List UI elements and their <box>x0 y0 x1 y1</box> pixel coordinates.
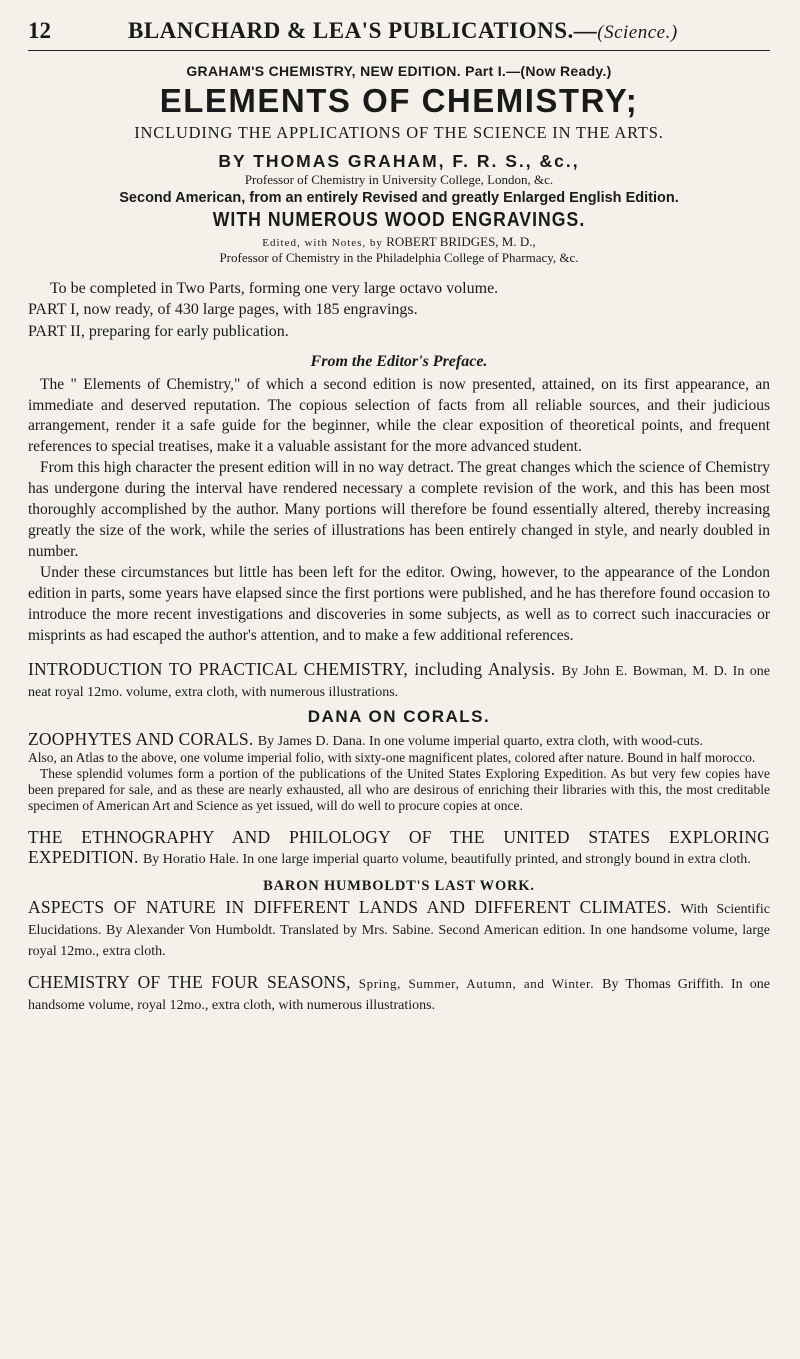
dana-listing <box>28 729 770 750</box>
humboldt-title: ASPECTS OF NATURE IN DIFFERENT LANDS AND DIFFERENT CLIMATES. <box>28 896 672 917</box>
parts-intro: To be completed in Two Parts, forming one very large octavo volume. <box>50 279 499 297</box>
running-title <box>128 18 678 44</box>
part-two: PART II, preparing for early publication. <box>28 322 289 340</box>
humboldt-section-heading: BARON HUMBOLDT'S LAST WORK. <box>263 877 535 894</box>
preface-paragraph-3: Under these circumstances but little has been left for the editor. Owing, however, to the appearance of the London edition in parts, some years have elapsed since the first portions were published, and he has therefore found occasion to introduce the more recent investigations and discoveries in some subjects, as well as to correct such inaccuracies or misprints as had escaped the author's attention, and to make a few additional references. <box>28 563 770 644</box>
graham-series-line: GRAHAM'S CHEMISTRY, NEW EDITION. Part I.—(Now Ready.) <box>186 63 612 79</box>
griffith-title: CHEMISTRY OF THE FOUR SEASONS, <box>28 972 351 993</box>
ethnography-details: By Horatio Hale. In one large imperial quarto volume, beautifully printed, and strongly bound in extra cloth. <box>142 851 751 867</box>
running-header <box>28 18 770 51</box>
dana-note: These splendid volumes form a portion of the publications of the United States Exploring Expedition. As but very few copies have been prepared for sale, and as these are nearly exhausted, all who are desirous of enriching their libraries with this, the most creditable specimen of American Art and Science as yet issued, will do well to procure copies at once. <box>28 766 770 814</box>
graham-author-position: Professor of Chemistry in University College, London, &c. <box>244 172 554 188</box>
griffith-seasons: Spring, Summer, Autumn, and Winter. <box>358 976 595 992</box>
bowman-title: INTRODUCTION TO PRACTICAL CHEMISTRY, including Analysis. <box>28 658 556 679</box>
preface-paragraph-2: From this high character the present edition will in no way detract. The great changes which the science of Chemistry has undergone during the interval have rendered necessary a complete revision of the work, and this has been most thoroughly accomplished by the author. Many portions will therefore be found essentially altered, thereby increasing greatly the size of the work, while the series of illustrations has been entirely changed in style, and nearly doubled in number. <box>28 459 770 560</box>
graham-edition: Second American, from an entirely Revised and greatly Enlarged English Edition. <box>119 189 679 206</box>
humboldt-listing <box>28 897 770 960</box>
editor-name: ROBERT BRIDGES, M. D., <box>386 233 536 249</box>
graham-editor-position: Professor of Chemistry in the Philadelphia College of Pharmacy, &c. <box>219 249 579 265</box>
ethnography-listing <box>28 827 770 868</box>
bowman-details: By John E. Bowman, M. D. In one neat royal 12mo. volume, extra cloth, with numerous illustrations. <box>28 663 770 700</box>
griffith-details: By Thomas Griffith. In one handsome volume, royal 12mo., extra cloth, with numerous illustrations. <box>28 977 771 1014</box>
graham-engravings: WITH NUMEROUS WOOD ENGRAVINGS. <box>212 208 586 231</box>
graham-parts <box>28 278 770 343</box>
humboldt-details: With Scientific Elucidations. By Alexander Von Humboldt. Translated by Mrs. Sabine. Second American edition. In one handsome volume, large royal 12mo., extra cloth. <box>28 901 770 959</box>
part-one: PART I, now ready, of 430 large pages, with 185 engravings. <box>28 301 418 319</box>
graham-subtitle: INCLUDING THE APPLICATIONS OF THE SCIENCE IN THE ARTS. <box>134 123 664 143</box>
graham-author: BY THOMAS GRAHAM, F. R. S., &c., <box>218 151 580 172</box>
preface-heading: From the Editor's Preface. <box>310 352 488 370</box>
dana-section-heading: DANA ON CORALS. <box>307 706 491 726</box>
dana-title: ZOOPHYTES AND CORALS. <box>28 728 254 749</box>
edited-prefix: Edited, with Notes, by <box>262 236 383 249</box>
dana-atlas: Also, an Atlas to the above, one volume imperial folio, with sixty-one magnificent plates, colored after nature. Bound in half morocco. <box>28 749 756 765</box>
page-number: 12 <box>28 18 51 43</box>
dana-details: By James D. Dana. In one volume imperial quarto, extra cloth, with wood-cuts. <box>257 733 703 749</box>
bowman-listing <box>28 659 770 701</box>
running-title-section: (Science.) <box>597 22 678 43</box>
griffith-listing <box>28 972 770 1014</box>
graham-title: ELEMENTS OF CHEMISTRY; <box>159 82 639 119</box>
running-title-text: BLANCHARD & LEA'S PUBLICATIONS.— <box>128 18 598 43</box>
graham-editor-line <box>28 234 770 250</box>
ethnography-title: THE ETHNOGRAPHY AND PHILOLOGY OF THE UNITED STATES EXPLORING EXPEDITION. <box>28 826 770 867</box>
preface-paragraph-1: The " Elements of Chemistry," of which a second edition is now presented, attained, on its first appearance, an immediate and deserved reputation. The copious selection of facts from all reliable sources, and their judicious arrangement, render it a safe guide for the beginner, while the clear exposition of theoretical points, and frequent references to special treatises, make it a valuable assistant for the more advanced student. <box>28 375 770 456</box>
graham-listing <box>28 63 770 647</box>
